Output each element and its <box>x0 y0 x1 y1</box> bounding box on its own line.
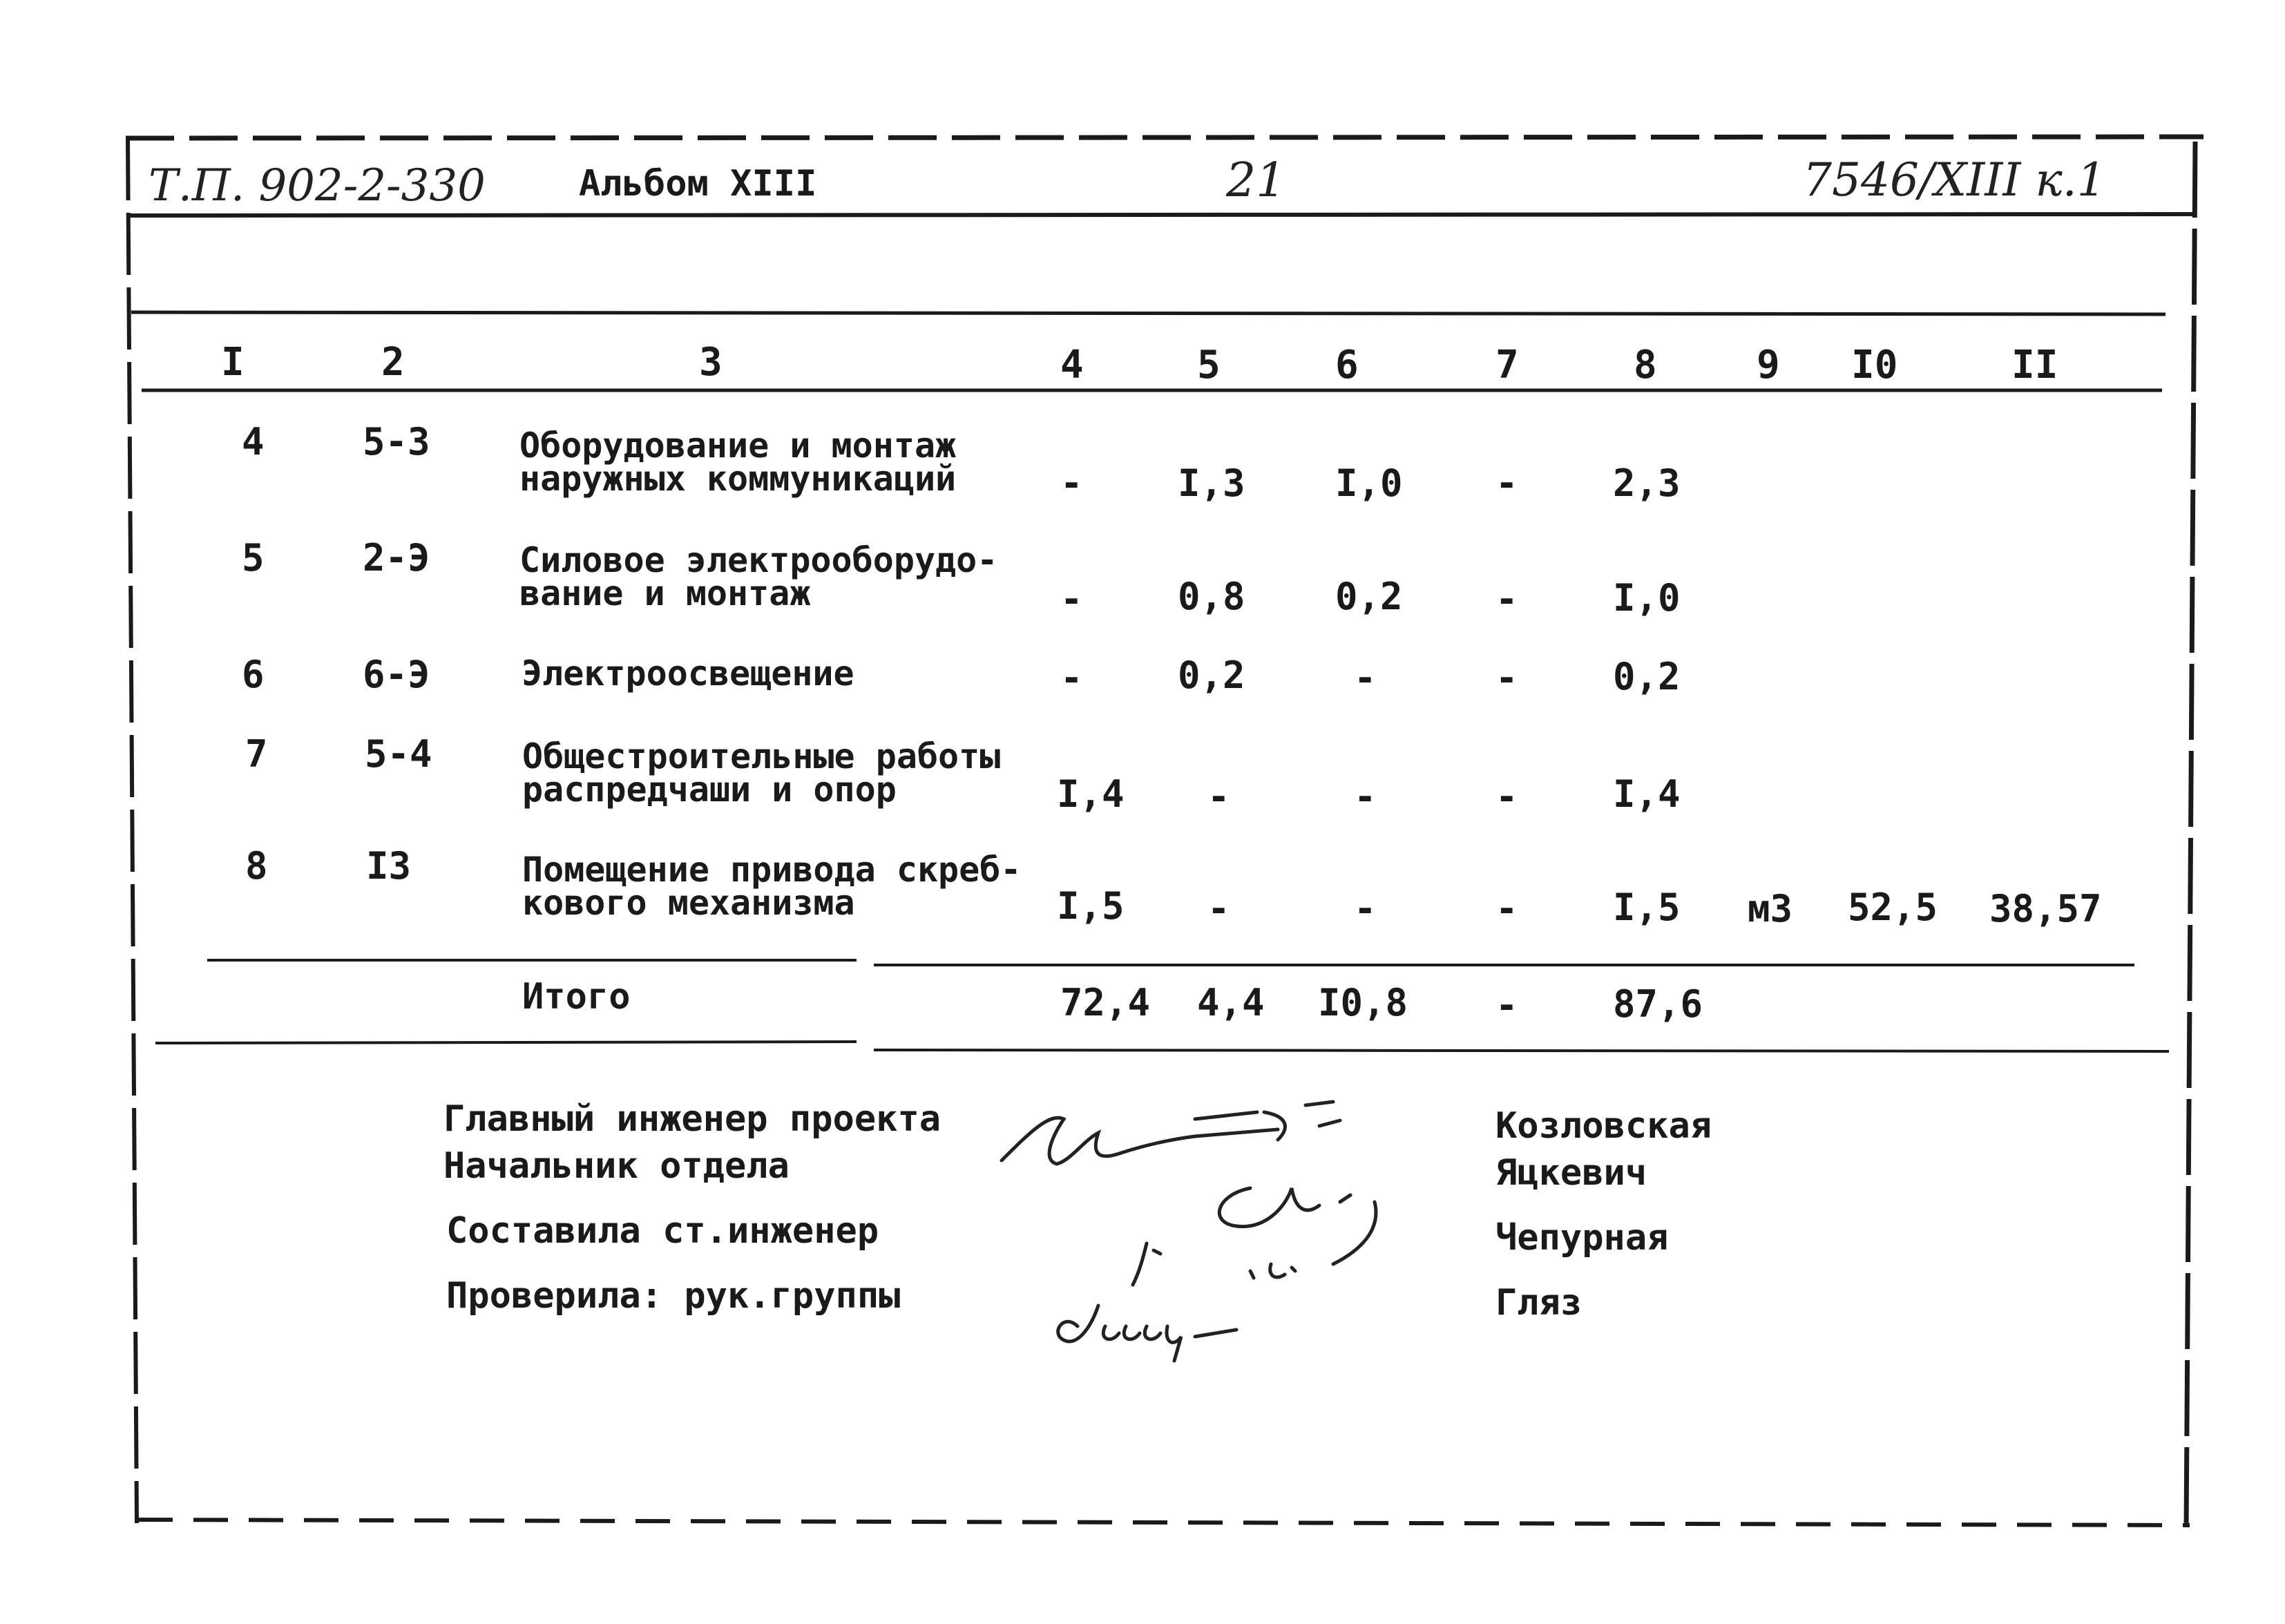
cell-c4: - <box>1060 577 1083 621</box>
col-header: 7 <box>1495 343 1519 388</box>
row-name-line1: Электроосвещение <box>522 653 854 694</box>
cell-c5: - <box>1207 887 1230 930</box>
row-code: I3 <box>366 844 412 888</box>
row-number: 4 <box>242 420 265 464</box>
inventory-number: 7546/XIII к.1 <box>1803 153 2106 207</box>
row-name-line2: вание и монтаж <box>519 573 811 613</box>
cell-c7: - <box>1495 461 1518 505</box>
cell-c4: - <box>1060 656 1083 700</box>
cell-c5: I,3 <box>1178 461 1245 505</box>
row-name-line2: распредчаши и опор <box>522 770 897 810</box>
col-header: II <box>2011 343 2058 388</box>
row-name-line1: Оборудование и монтаж <box>519 426 957 466</box>
cell-c8: 0,2 <box>1613 655 1681 698</box>
row-code: 2-Э <box>363 536 430 580</box>
row-name-line1: Силовое электрооборудо- <box>519 540 998 580</box>
col-header: 6 <box>1335 343 1359 388</box>
cell-c6: - <box>1354 775 1377 819</box>
cell-c8: I,5 <box>1613 886 1681 929</box>
col-header: 3 <box>699 340 723 385</box>
name-checked-by: Гляз <box>1495 1282 1583 1324</box>
cell-c6: - <box>1354 887 1377 930</box>
row-number: 8 <box>245 844 268 888</box>
cell-c8: 2,3 <box>1613 461 1681 505</box>
row-name-line1: Общестроительные работы <box>522 736 1001 776</box>
row-number: 7 <box>245 732 268 776</box>
name-compiled-by: Чепурная <box>1495 1217 1669 1259</box>
row-name-line2: кового механизма <box>522 883 855 923</box>
doc-code: Т.П. 902-2-330 <box>149 160 486 211</box>
col-header: 9 <box>1757 343 1780 388</box>
row-code: 5-3 <box>363 420 430 464</box>
row-number: 5 <box>242 536 265 580</box>
handwritten-signatures <box>988 1064 1471 1368</box>
cell-c6: 0,2 <box>1335 575 1403 618</box>
total-c8: 87,6 <box>1613 982 1703 1026</box>
cell-c8: I,4 <box>1613 772 1681 816</box>
cell-c5: 0,2 <box>1178 653 1245 697</box>
row-code: 6-Э <box>363 653 430 696</box>
cell-c4: I,5 <box>1057 884 1125 928</box>
cell-c4: - <box>1060 461 1083 505</box>
name-chief-engineer: Козловская <box>1495 1105 1712 1147</box>
role-checked-by: Проверила: рук.группы <box>446 1275 901 1317</box>
col-header: I0 <box>1851 343 1898 388</box>
row-code: 5-4 <box>365 732 432 776</box>
cell-c6: I,0 <box>1335 461 1403 505</box>
col-header: 5 <box>1197 343 1221 388</box>
row-number: 6 <box>242 653 265 696</box>
total-c6: I0,8 <box>1318 981 1408 1024</box>
col-header: 4 <box>1060 343 1084 388</box>
total-c7: - <box>1495 984 1518 1027</box>
cell-c6: - <box>1354 656 1377 700</box>
name-department-head: Яцкевич <box>1495 1152 1647 1194</box>
page-number: 21 <box>1226 153 1286 208</box>
col-header: 2 <box>381 340 405 385</box>
cell-c5: - <box>1207 775 1230 819</box>
col-header: I <box>221 340 245 385</box>
cell-c5: 0,8 <box>1178 575 1245 618</box>
cell-c7: - <box>1495 887 1518 930</box>
total-c5: 4,4 <box>1197 981 1265 1024</box>
role-compiled-by: Составила ст.инженер <box>446 1210 879 1252</box>
cell-c7: - <box>1495 577 1518 621</box>
cell-c8: I,0 <box>1613 576 1681 620</box>
total-c4: 72,4 <box>1060 981 1151 1024</box>
cell-c7: - <box>1495 775 1518 819</box>
col-header: 8 <box>1634 343 1657 388</box>
cell-c4: I,4 <box>1057 772 1125 816</box>
row-name-line1: Помещение привода скреб- <box>522 850 1022 890</box>
cell-c9: м3 <box>1748 887 1793 930</box>
total-label: Итого <box>522 976 631 1018</box>
cell-c7: - <box>1495 656 1518 700</box>
cell-c11: 38,57 <box>1989 887 2102 930</box>
row-name-line2: наружных коммуникаций <box>519 459 957 499</box>
role-chief-engineer: Главный инженер проекта <box>443 1098 941 1140</box>
cell-c10: 52,5 <box>1848 886 1938 929</box>
role-department-head: Начальник отдела <box>443 1145 790 1187</box>
album-label: Альбом XIII <box>579 163 817 204</box>
